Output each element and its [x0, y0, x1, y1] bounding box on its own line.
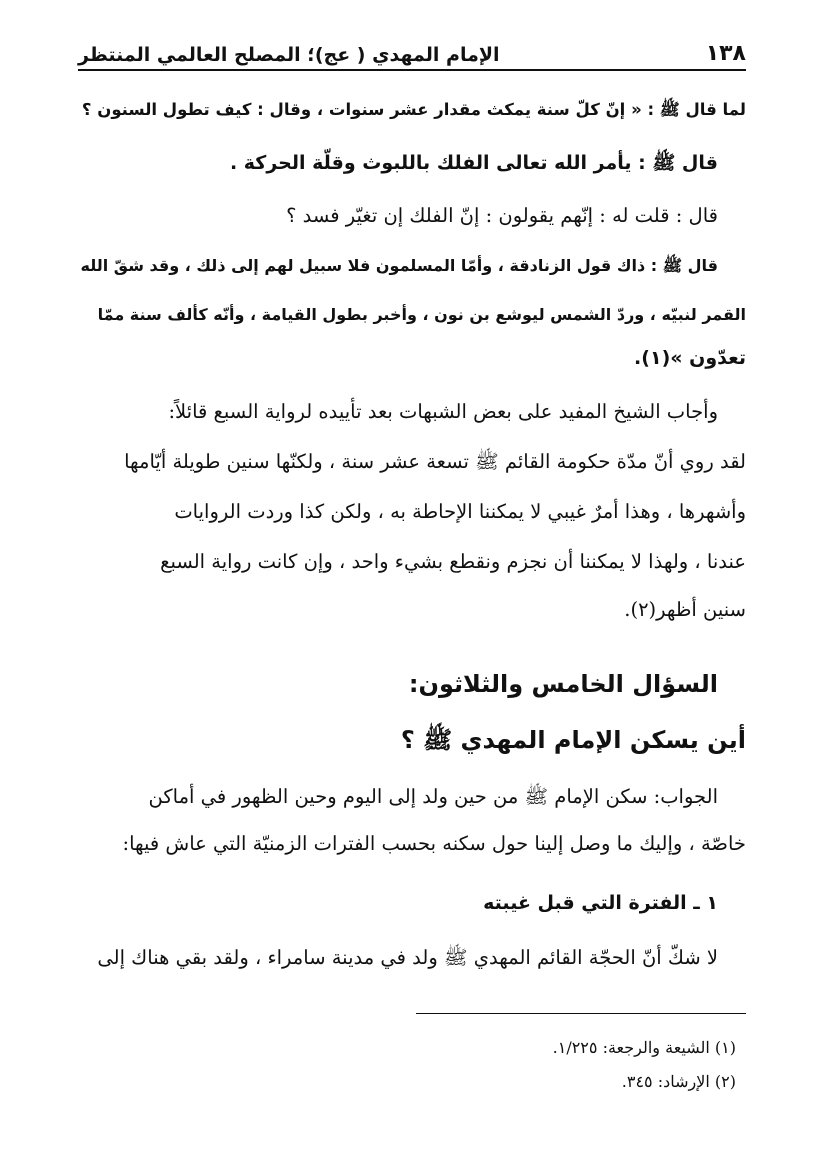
- text-line: وأجاب الشيخ المفيد على بعض الشبهات بعد تأييده لرواية السبع قائلاً:: [168, 400, 718, 423]
- text-line: لا شكّ أنّ الحجّة القائم المهدي ﷺ ولد في مدينة سامراء ، ولقد بقي هناك إلى: [97, 946, 718, 969]
- question-title: أين يسكن الإمام المهدي ﷺ ؟: [400, 726, 746, 754]
- text-line: قال ﷺ : يأمر الله تعالى الفلك باللبوث وقلّة الحركة .: [229, 152, 718, 174]
- footnote: (١) الشيعة والرجعة: ١/٢٢٥.: [552, 1038, 736, 1057]
- running-title: الإمام المهدي ( عج)؛ المصلح العالمي المنتظر: [78, 44, 500, 66]
- text-line: قال ﷺ : ذاك قول الزنادقة ، وأمّا المسلمون فلا سبيل لهم إلى ذلك ، وقد شقّ الله: [80, 256, 718, 275]
- page-header: [78, 26, 746, 66]
- text-line: لما قال ﷺ : « إنّ كلّ سنة يمكث مقدار عشر سنوات ، وقال : كيف تطول السنون ؟: [81, 100, 746, 119]
- text-line: لقد روي أنّ مدّة حكومة القائم ﷺ تسعة عشر سنة ، ولكنّها سنين طويلة أيّامها: [124, 450, 746, 473]
- text-line: تعدّون »(١).: [634, 347, 746, 369]
- question-heading: السؤال الخامس والثلاثون:: [408, 670, 718, 698]
- text-line: الجواب: سكن الإمام ﷺ من حين ولد إلى اليوم وحين الظهور في أماكن: [148, 785, 718, 808]
- section-heading: ١ ـ الفترة التي قبل غيبته: [483, 892, 718, 914]
- text-line: سنين أظهر(٢).: [624, 598, 746, 621]
- page-number: ١٣٨: [705, 41, 746, 66]
- text-line: عندنا ، ولهذا لا يمكننا أن نجزم ونقطع بشيء واحد ، وإن كانت رواية السبع: [160, 550, 746, 573]
- text-line: خاصّة ، وإليك ما وصل إلينا حول سكنه بحسب الفترات الزمنيّة التي عاش فيها:: [122, 832, 746, 855]
- text-line: قال : قلت له : إنّهم يقولون : إنّ الفلك إن تغيّر فسد ؟: [286, 204, 718, 227]
- header-rule: [78, 69, 746, 71]
- footnote-rule: [416, 1013, 746, 1014]
- footnote: (٢) الإرشاد: ٣٤٥.: [621, 1072, 736, 1091]
- text-line: وأشهرها ، وهذا أمرٌ غيبي لا يمكننا الإحاطة به ، ولكن كذا وردت الروايات: [174, 500, 746, 523]
- text-line: القمر لنبيّه ، وردّ الشمس ليوشع بن نون ، وأخبر بطول القيامة ، وأنّه كألف سنة ممّا: [97, 305, 746, 324]
